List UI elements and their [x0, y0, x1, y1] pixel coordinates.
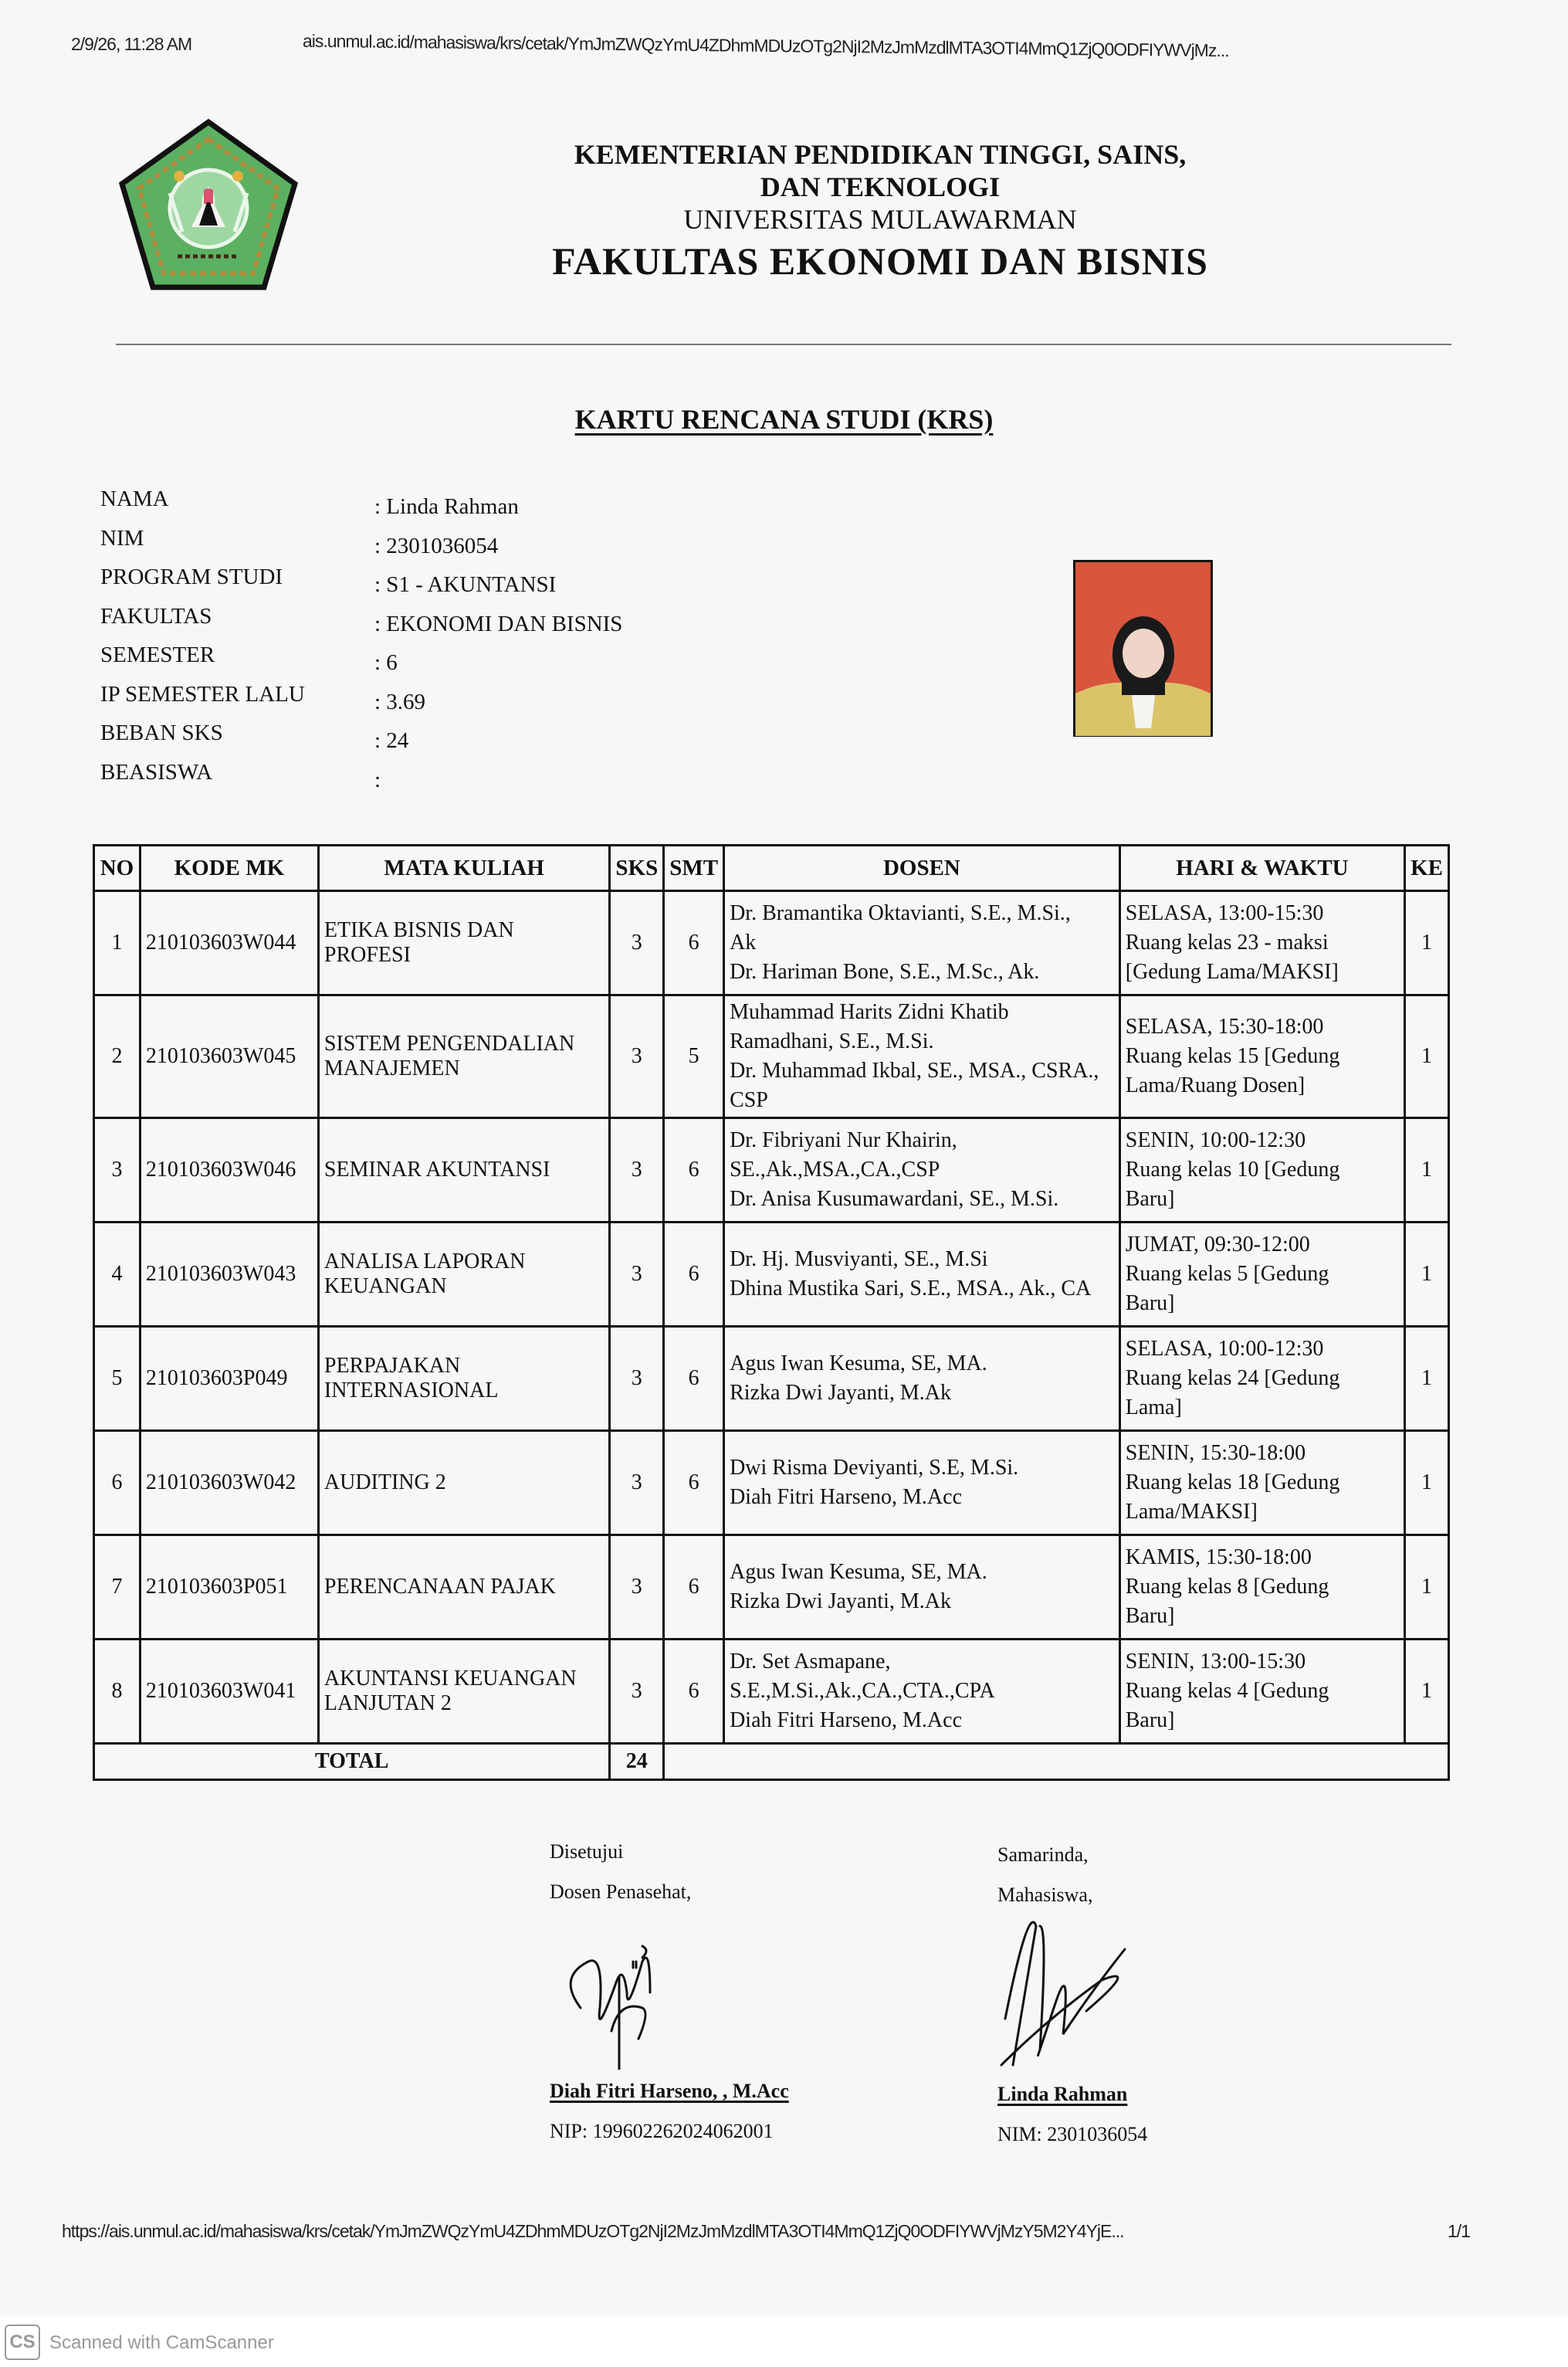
cell-no: 5 — [94, 1327, 141, 1431]
student-signature-block — [997, 1835, 1183, 2155]
dosen-line: Dr. Hariman Bone, S.E., M.Sc., Ak. — [730, 960, 1040, 984]
waktu-line: KAMIS, 15:30-18:00 — [1125, 1545, 1312, 1569]
header-hari-waktu: HARI & WAKTU — [1119, 846, 1404, 891]
info-row-beban-sks — [100, 721, 622, 760]
university-name: UNIVERSITAS MULAWARMAN — [683, 203, 1077, 235]
dosen-line: Dr. Fibriyani Nur Khairin, — [730, 1128, 957, 1152]
university-logo — [116, 116, 301, 301]
camscanner-logo-icon: CS — [5, 2325, 40, 2360]
mk-line: INTERNASIONAL — [323, 1378, 499, 1402]
cell-ke: 1 — [1405, 1118, 1449, 1222]
cell-smt: 6 — [664, 1640, 724, 1744]
header-smt: SMT — [664, 846, 724, 891]
advisor-approval-label: Disetujui — [550, 1840, 624, 1863]
course-table — [93, 844, 1450, 1781]
info-label: PROGRAM STUDI — [100, 565, 283, 589]
total-sks: 24 — [610, 1744, 664, 1780]
cell-no: 4 — [94, 1222, 141, 1327]
dosen-line: Rizka Dwi Jayanti, M.Ak — [730, 1381, 952, 1405]
cell-hari-waktu — [1119, 995, 1404, 1118]
waktu-line: Baru] — [1125, 1708, 1175, 1732]
cell-hari-waktu — [1119, 1327, 1404, 1431]
header-kode-mk: KODE MK — [140, 846, 318, 891]
info-value: : EKONOMI DAN BISNIS — [374, 611, 623, 636]
cell-kode: 210103603W041 — [140, 1640, 318, 1744]
cell-mata-kuliah — [318, 995, 610, 1118]
waktu-line: Ruang kelas 15 [Gedung — [1125, 1044, 1340, 1068]
cell-sks: 3 — [610, 1640, 664, 1744]
waktu-line: Lama/Ruang Dosen] — [1125, 1073, 1306, 1097]
camscanner-text: Scanned with CamScanner — [49, 2332, 274, 2353]
student-photo — [1073, 560, 1213, 737]
cell-no: 6 — [94, 1431, 141, 1535]
ministry-line-1: KEMENTERIAN PENDIDIKAN TINGGI, SAINS, — [574, 139, 1187, 170]
cell-kode: 210103603W042 — [140, 1431, 318, 1535]
waktu-line: SENIN, 13:00-15:30 — [1125, 1650, 1306, 1674]
mk-line: SEMINAR AKUNTANSI — [323, 1158, 550, 1182]
dosen-line: Muhammad Harits Zidni Khatib — [730, 1000, 1009, 1024]
cell-dosen — [724, 891, 1120, 995]
waktu-line: SELASA, 10:00-12:30 — [1125, 1337, 1324, 1361]
waktu-line: Baru] — [1125, 1604, 1175, 1628]
waktu-line: Ruang kelas 18 [Gedung — [1125, 1470, 1340, 1494]
mk-line: ETIKA BISNIS DAN — [323, 918, 514, 942]
cell-ke: 1 — [1405, 1327, 1449, 1431]
dosen-line: S.E.,M.Si.,Ak.,CA.,CTA.,CPA — [730, 1679, 995, 1703]
student-photo-image — [1075, 562, 1211, 736]
cell-hari-waktu — [1119, 1118, 1404, 1222]
cell-kode: 210103603W045 — [140, 995, 318, 1118]
info-row-fakultas — [100, 604, 622, 643]
print-page-number: 1/1 — [1448, 2221, 1470, 2241]
waktu-line: Baru] — [1125, 1187, 1175, 1211]
faculty-name: FAKULTAS EKONOMI DAN BISNIS — [552, 239, 1208, 283]
dosen-line: Dr. Bramantika Oktavianti, S.E., M.Si., — [730, 901, 1071, 925]
advisor-nip: NIP: 199602262024062001 — [550, 2120, 774, 2142]
cell-mata-kuliah — [318, 1327, 610, 1431]
cell-sks: 3 — [610, 1431, 664, 1535]
cell-kode: 210103603P049 — [140, 1327, 318, 1431]
dosen-line: Rizka Dwi Jayanti, M.Ak — [730, 1589, 952, 1613]
cell-smt: 6 — [664, 1431, 724, 1535]
scanner-watermark — [0, 2317, 1568, 2367]
waktu-line: SELASA, 13:00-15:30 — [1125, 901, 1324, 925]
cell-smt: 6 — [664, 1327, 724, 1431]
cell-sks: 3 — [610, 891, 664, 995]
cell-mata-kuliah — [318, 891, 610, 995]
waktu-line: JUMAT, 09:30-12:00 — [1125, 1233, 1310, 1256]
cell-hari-waktu — [1119, 1640, 1404, 1744]
info-row-semester — [100, 643, 622, 682]
total-empty — [664, 1744, 1449, 1780]
waktu-line: Lama/MAKSI] — [1125, 1500, 1258, 1524]
info-row-ip-semester — [100, 682, 622, 721]
ministry-line-2: DAN TEKNOLOGI — [760, 171, 1001, 202]
cell-kode: 210103603W043 — [140, 1222, 318, 1327]
dosen-line: Agus Iwan Kesuma, SE, MA. — [730, 1351, 987, 1375]
dosen-line: Diah Fitri Harseno, M.Acc — [730, 1485, 962, 1509]
info-label: IP SEMESTER LALU — [100, 681, 305, 707]
mk-line: PERENCANAAN PAJAK — [323, 1575, 556, 1599]
info-value: : Linda Rahman — [374, 494, 519, 519]
total-row — [94, 1744, 1449, 1780]
student-signature — [997, 1918, 1183, 2073]
cell-dosen — [724, 995, 1120, 1118]
info-value: : S1 - AKUNTANSI — [374, 572, 557, 597]
mk-line: LANJUTAN 2 — [323, 1691, 452, 1715]
student-role-label: Mahasiswa, — [997, 1884, 1093, 1906]
info-row-program-studi — [100, 565, 622, 604]
student-place-label: Samarinda, — [997, 1843, 1089, 1866]
logo-star-right — [232, 171, 243, 181]
logo-star-left — [174, 171, 185, 181]
info-value: : 3.69 — [374, 689, 426, 714]
waktu-line: SENIN, 15:30-18:00 — [1125, 1441, 1306, 1465]
dosen-line: Dr. Set Asmapane, — [730, 1650, 891, 1674]
mk-line: AUDITING 2 — [323, 1470, 446, 1494]
dosen-line: Dwi Risma Deviyanti, S.E, M.Si. — [730, 1456, 1019, 1480]
print-url: ais.unmul.ac.id/mahasiswa/krs/cetak/YmJmZWQzYmU4ZDhmMDUzOTg2NjI2MzJmMzdlMTA3OTI4MmQ1ZjQ0ODFIYWVjMz... — [303, 30, 1229, 61]
document-title: KARTU RENCANA STUDI (KRS) — [574, 404, 994, 435]
info-label: FAKULTAS — [100, 603, 212, 629]
print-footer-url: https://ais.unmul.ac.id/mahasiswa/krs/cetak/YmJmZWQzYmU4ZDhmMDUzOTg2NjI2MzJmMzdlMTA3OTI4MmQ1ZjQ0ODFIYWVjMzY5M2Y4YjE... — [62, 2221, 1124, 2241]
mk-line: MANAJEMEN — [323, 1056, 460, 1080]
cell-kode: 210103603W044 — [140, 891, 318, 995]
info-label: BEBAN SKS — [100, 721, 223, 745]
cell-ke: 1 — [1405, 891, 1449, 995]
cell-hari-waktu — [1119, 891, 1404, 995]
table-row — [94, 995, 1449, 1118]
info-row-beasiswa — [100, 760, 622, 799]
cell-dosen — [724, 1640, 1120, 1744]
cell-smt: 6 — [664, 1535, 724, 1640]
cell-no: 8 — [94, 1640, 141, 1744]
waktu-line: Ruang kelas 23 - maksi — [1125, 931, 1329, 955]
waktu-line: Baru] — [1125, 1291, 1175, 1315]
advisor-signature-block — [550, 1832, 789, 2152]
info-value: : 24 — [374, 728, 409, 753]
cell-dosen — [724, 1431, 1120, 1535]
table-row — [94, 1222, 1449, 1327]
mk-line: KEUANGAN — [323, 1274, 447, 1298]
dosen-line: Dr. Anisa Kusumawardani, SE., M.Si. — [730, 1187, 1059, 1211]
header-sks: SKS — [610, 846, 664, 891]
header-ke: KE — [1405, 846, 1449, 891]
dosen-line: Ak — [730, 931, 757, 955]
letterhead-divider — [116, 344, 1451, 345]
mk-line: PROFESI — [323, 943, 411, 967]
waktu-line: Lama] — [1125, 1395, 1182, 1419]
advisor-signature — [550, 1915, 735, 2070]
cell-mata-kuliah — [318, 1431, 610, 1535]
dosen-line: Agus Iwan Kesuma, SE, MA. — [730, 1560, 987, 1584]
mk-line: SISTEM PENGENDALIAN — [323, 1032, 575, 1056]
info-label: BEASISWA — [100, 759, 213, 785]
cell-smt: 6 — [664, 891, 724, 995]
cell-sks: 3 — [610, 1327, 664, 1431]
student-info — [100, 487, 622, 799]
cell-mata-kuliah — [318, 1640, 610, 1744]
cell-hari-waktu — [1119, 1535, 1404, 1640]
logo-flame — [204, 188, 213, 204]
cell-sks: 3 — [610, 995, 664, 1118]
waktu-line: Ruang kelas 4 [Gedung — [1125, 1679, 1329, 1703]
cell-hari-waktu — [1119, 1222, 1404, 1327]
dosen-line: Dr. Hj. Musviyanti, SE., M.Si — [730, 1247, 988, 1271]
print-datetime: 2/9/26, 11:28 AM — [71, 34, 192, 54]
header-no: NO — [94, 846, 141, 891]
mk-line: ANALISA LAPORAN — [323, 1250, 526, 1273]
waktu-line: [Gedung Lama/MAKSI] — [1125, 960, 1339, 984]
waktu-line: Ruang kelas 10 [Gedung — [1125, 1158, 1340, 1182]
dosen-line: CSP — [730, 1088, 768, 1112]
advisor-name: Diah Fitri Harseno, , M.Acc — [550, 2080, 789, 2102]
cell-mata-kuliah — [318, 1535, 610, 1640]
student-nim: NIM: 2301036054 — [997, 2123, 1148, 2145]
info-row-nama — [100, 487, 622, 526]
dosen-line: Dhina Mustika Sari, S.E., MSA., Ak., CA — [730, 1277, 1092, 1300]
cell-no: 2 — [94, 995, 141, 1118]
cell-smt: 6 — [664, 1222, 724, 1327]
header-dosen: DOSEN — [724, 846, 1120, 891]
total-label: TOTAL — [94, 1744, 610, 1780]
dosen-line: Ramadhani, S.E., M.Si. — [730, 1029, 934, 1053]
cell-no: 7 — [94, 1535, 141, 1640]
waktu-line: SENIN, 10:00-12:30 — [1125, 1128, 1306, 1152]
mk-line: PERPAJAKAN — [323, 1354, 461, 1378]
print-footer — [62, 2221, 1470, 2242]
info-value: : 6 — [374, 650, 398, 675]
cell-ke: 1 — [1405, 1431, 1449, 1535]
cell-ke: 1 — [1405, 1222, 1449, 1327]
table-row — [94, 1535, 1449, 1640]
waktu-line: Ruang kelas 24 [Gedung — [1125, 1366, 1340, 1390]
letterhead — [479, 139, 1282, 283]
waktu-line: Ruang kelas 5 [Gedung — [1125, 1262, 1329, 1286]
info-label: NAMA — [100, 487, 169, 511]
cell-ke: 1 — [1405, 995, 1449, 1118]
waktu-line: Ruang kelas 8 [Gedung — [1125, 1575, 1329, 1599]
table-row — [94, 1431, 1449, 1535]
table-row — [94, 1327, 1449, 1431]
info-value: : — [374, 767, 381, 792]
table-row — [94, 1640, 1449, 1744]
cell-hari-waktu — [1119, 1431, 1404, 1535]
waktu-line: SELASA, 15:30-18:00 — [1125, 1015, 1324, 1039]
info-label: SEMESTER — [100, 643, 215, 667]
info-row-nim — [100, 526, 622, 565]
cell-ke: 1 — [1405, 1640, 1449, 1744]
cell-dosen — [724, 1222, 1120, 1327]
cell-kode: 210103603W046 — [140, 1118, 318, 1222]
table-row — [94, 891, 1449, 995]
mk-line: AKUNTANSI KEUANGAN — [323, 1667, 577, 1690]
cell-sks: 3 — [610, 1535, 664, 1640]
dosen-line: Diah Fitri Harseno, M.Acc — [730, 1708, 962, 1732]
cell-smt: 5 — [664, 995, 724, 1118]
cell-dosen — [724, 1535, 1120, 1640]
table-row — [94, 1118, 1449, 1222]
info-label: NIM — [100, 525, 144, 551]
cell-kode: 210103603P051 — [140, 1535, 318, 1640]
header-mata-kuliah: MATA KULIAH — [318, 846, 610, 891]
print-header — [71, 30, 1229, 61]
cell-mata-kuliah — [318, 1118, 610, 1222]
cell-dosen — [724, 1327, 1120, 1431]
cell-ke: 1 — [1405, 1535, 1449, 1640]
cell-dosen — [724, 1118, 1120, 1222]
table-header-row — [94, 846, 1449, 891]
document-title-wrap — [0, 403, 1568, 436]
student-name: Linda Rahman — [997, 2083, 1128, 2105]
cell-smt: 6 — [664, 1118, 724, 1222]
dosen-line: Dr. Muhammad Ikbal, SE., MSA., CSRA., — [730, 1059, 1099, 1083]
advisor-role-label: Dosen Penasehat, — [550, 1880, 692, 1903]
cell-no: 3 — [94, 1118, 141, 1222]
cell-sks: 3 — [610, 1118, 664, 1222]
dosen-line: SE.,Ak.,MSA.,CA.,CSP — [730, 1158, 940, 1182]
cell-no: 1 — [94, 891, 141, 995]
cell-sks: 3 — [610, 1222, 664, 1327]
info-value: : 2301036054 — [374, 533, 499, 558]
cell-mata-kuliah — [318, 1222, 610, 1327]
